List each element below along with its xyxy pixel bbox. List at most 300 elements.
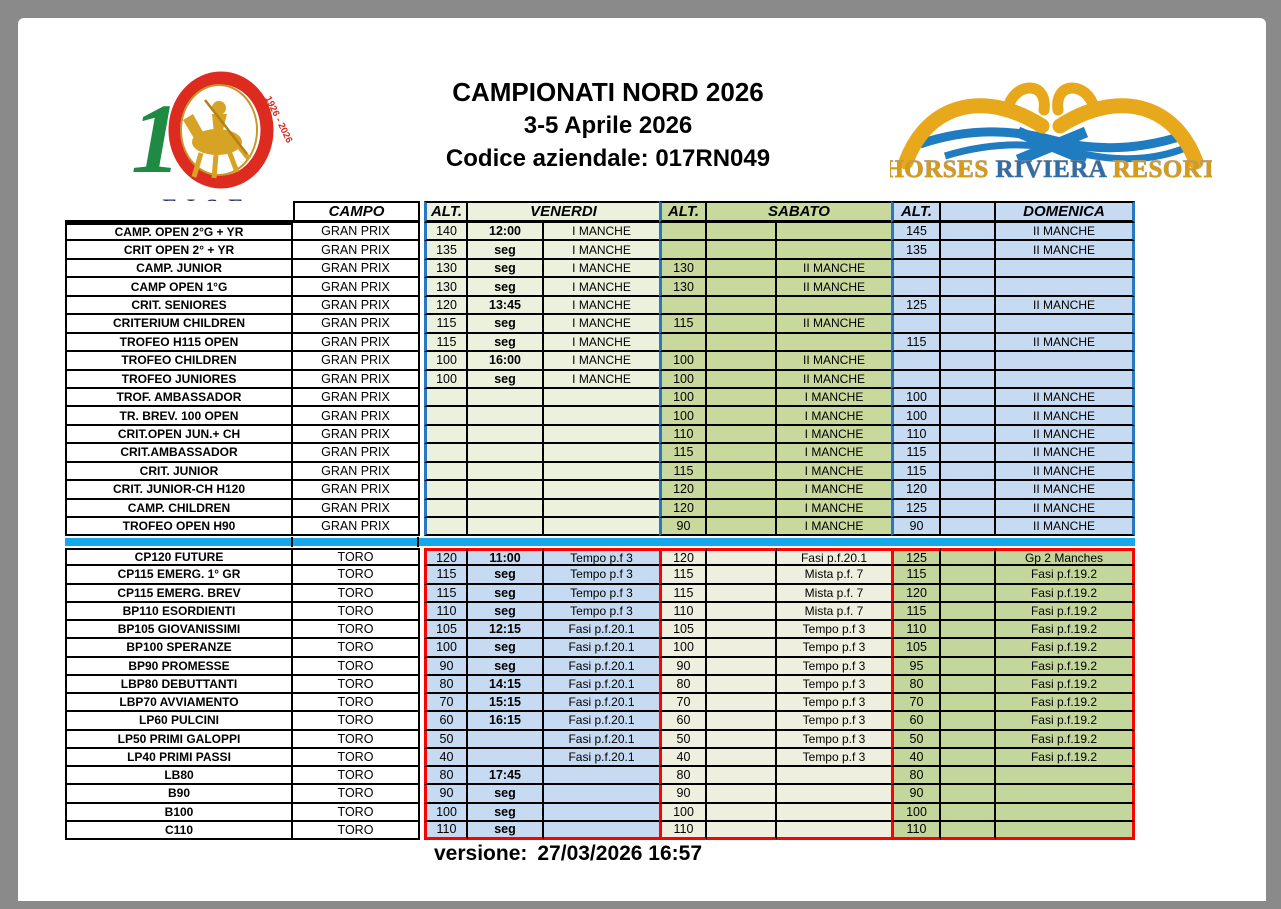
sabato-competition-cell: Tempo p.f 3: [777, 639, 891, 657]
sabato-time-cell: [707, 260, 777, 278]
domenica-alt-cell: 115: [891, 463, 941, 481]
venerdi-alt-cell: 40: [424, 749, 468, 767]
venerdi-alt-cell: [424, 407, 468, 425]
venerdi-alt-cell: [424, 463, 468, 481]
sabato-alt-cell: 115: [659, 566, 707, 584]
venerdi-alt-cell: 130: [424, 278, 468, 296]
domenica-alt-cell: 120: [891, 585, 941, 603]
venerdi-time-cell: seg: [468, 334, 544, 352]
sabato-time-cell: [707, 566, 777, 584]
sabato-time-cell: [707, 352, 777, 370]
sabato-time-cell: [707, 785, 777, 803]
venerdi-time-cell: [468, 463, 544, 481]
sabato-competition-cell: Tempo p.f 3: [777, 731, 891, 749]
sabato-competition-cell: Tempo p.f 3: [777, 694, 891, 712]
venerdi-competition-cell: Fasi p.f.20.1: [544, 694, 659, 712]
venerdi-alt-cell: 90: [424, 658, 468, 676]
title-block: [338, 76, 878, 175]
venerdi-time-cell: [468, 500, 544, 518]
svg-text:HORSES RIVIERA RESORT: HORSES RIVIERA RESORT: [890, 156, 1212, 183]
campo-cell: TORO: [293, 712, 420, 730]
horseshoes-waves-icon: [890, 74, 1212, 184]
event-cell: CRIT.OPEN JUN.+ CH: [65, 426, 293, 444]
sabato-time-cell: [707, 603, 777, 621]
sabato-competition-cell: II MANCHE: [777, 315, 891, 333]
venerdi-time-cell: seg: [468, 260, 544, 278]
event-cell: LP60 PULCINI: [65, 712, 293, 730]
domenica-alt-cell: 95: [891, 658, 941, 676]
campo-cell: GRAN PRIX: [293, 315, 420, 333]
event-cell: TROFEO OPEN H90: [65, 518, 293, 536]
venerdi-competition-cell: [544, 407, 659, 425]
header-sabato: SABATO: [707, 201, 891, 223]
venerdi-time-cell: seg: [468, 658, 544, 676]
domenica-competition-cell: Fasi p.f.19.2: [996, 585, 1135, 603]
campo-cell: GRAN PRIX: [293, 518, 420, 536]
domenica-time-cell: [941, 603, 996, 621]
sabato-alt-cell: 80: [659, 767, 707, 785]
domenica-time-cell: [941, 241, 996, 259]
domenica-competition-cell: [996, 822, 1135, 840]
event-cell: LB80: [65, 767, 293, 785]
schedule-table-toro: [65, 548, 1135, 840]
campo-cell: TORO: [293, 603, 420, 621]
venerdi-alt-cell: [424, 426, 468, 444]
header-domenica-blank: [941, 201, 996, 223]
event-cell: CRIT. JUNIOR: [65, 463, 293, 481]
event-cell: B100: [65, 804, 293, 822]
sabato-time-cell: [707, 223, 777, 241]
domenica-alt-cell: [891, 352, 941, 370]
sabato-time-cell: [707, 822, 777, 840]
venerdi-time-cell: 17:45: [468, 767, 544, 785]
sabato-competition-cell: Mista p.f. 7: [777, 585, 891, 603]
domenica-time-cell: [941, 315, 996, 333]
domenica-competition-cell: Fasi p.f.19.2: [996, 749, 1135, 767]
domenica-alt-cell: 40: [891, 749, 941, 767]
domenica-competition-cell: II MANCHE: [996, 500, 1135, 518]
domenica-competition-cell: II MANCHE: [996, 241, 1135, 259]
version-value: 27/03/2026 16:57: [537, 842, 703, 865]
venerdi-time-cell: seg: [468, 822, 544, 840]
sabato-competition-cell: I MANCHE: [777, 481, 891, 499]
domenica-alt-cell: 115: [891, 566, 941, 584]
sabato-alt-cell: 90: [659, 518, 707, 536]
header-alt-venerdi: ALT.: [424, 201, 468, 223]
venerdi-time-cell: [468, 749, 544, 767]
domenica-time-cell: [941, 297, 996, 315]
domenica-alt-cell: 135: [891, 241, 941, 259]
sabato-time-cell: [707, 767, 777, 785]
venerdi-alt-cell: 140: [424, 223, 468, 241]
sabato-competition-cell: I MANCHE: [777, 444, 891, 462]
venerdi-time-cell: 15:15: [468, 694, 544, 712]
sabato-alt-cell: 90: [659, 658, 707, 676]
sabato-competition-cell: II MANCHE: [777, 371, 891, 389]
venerdi-competition-cell: I MANCHE: [544, 260, 659, 278]
domenica-alt-cell: 115: [891, 334, 941, 352]
sabato-alt-cell: 60: [659, 712, 707, 730]
domenica-competition-cell: [996, 278, 1135, 296]
event-cell: LP40 PRIMI PASSI: [65, 749, 293, 767]
campo-cell: GRAN PRIX: [293, 389, 420, 407]
domenica-time-cell: [941, 352, 996, 370]
domenica-alt-cell: 115: [891, 444, 941, 462]
domenica-time-cell: [941, 785, 996, 803]
venerdi-competition-cell: Fasi p.f.20.1: [544, 621, 659, 639]
venerdi-competition-cell: [544, 518, 659, 536]
header-alt-domenica: ALT.: [891, 201, 941, 223]
header-domenica: DOMENICA: [996, 201, 1135, 223]
venerdi-alt-cell: [424, 444, 468, 462]
domenica-competition-cell: Fasi p.f.19.2: [996, 694, 1135, 712]
domenica-time-cell: [941, 658, 996, 676]
venerdi-alt-cell: 100: [424, 352, 468, 370]
domenica-competition-cell: [996, 352, 1135, 370]
sabato-time-cell: [707, 585, 777, 603]
sabato-competition-cell: Fasi p.f.20.1: [777, 548, 891, 566]
domenica-time-cell: [941, 621, 996, 639]
section-separator-band: [65, 536, 1135, 548]
venerdi-competition-cell: Fasi p.f.20.1: [544, 639, 659, 657]
sabato-alt-cell: 40: [659, 749, 707, 767]
campo-cell: TORO: [293, 731, 420, 749]
sabato-alt-cell: 115: [659, 463, 707, 481]
sabato-competition-cell: [777, 767, 891, 785]
sabato-time-cell: [707, 518, 777, 536]
venerdi-alt-cell: 60: [424, 712, 468, 730]
sabato-competition-cell: [777, 804, 891, 822]
domenica-time-cell: [941, 500, 996, 518]
domenica-time-cell: [941, 463, 996, 481]
venerdi-competition-cell: I MANCHE: [544, 241, 659, 259]
venerdi-time-cell: [468, 481, 544, 499]
venerdi-time-cell: 14:15: [468, 676, 544, 694]
venerdi-time-cell: 16:15: [468, 712, 544, 730]
venerdi-competition-cell: Tempo p.f 3: [544, 548, 659, 566]
sabato-alt-cell: 100: [659, 352, 707, 370]
venerdi-time-cell: [468, 731, 544, 749]
sabato-alt-cell: 105: [659, 621, 707, 639]
domenica-alt-cell: 110: [891, 822, 941, 840]
sabato-time-cell: [707, 712, 777, 730]
domenica-competition-cell: Fasi p.f.19.2: [996, 712, 1135, 730]
venerdi-competition-cell: Fasi p.f.20.1: [544, 676, 659, 694]
venerdi-alt-cell: [424, 389, 468, 407]
sabato-time-cell: [707, 639, 777, 657]
venerdi-alt-cell: 115: [424, 334, 468, 352]
domenica-time-cell: [941, 481, 996, 499]
campo-cell: GRAN PRIX: [293, 223, 420, 241]
sabato-competition-cell: Tempo p.f 3: [777, 658, 891, 676]
event-cell: BP105 GIOVANISSIMI: [65, 621, 293, 639]
domenica-time-cell: [941, 676, 996, 694]
domenica-competition-cell: Fasi p.f.19.2: [996, 603, 1135, 621]
sabato-competition-cell: Tempo p.f 3: [777, 621, 891, 639]
header-venerdi: VENERDI: [468, 201, 659, 223]
sabato-competition-cell: [777, 785, 891, 803]
event-cell: CAMP. OPEN 2°G + YR: [65, 223, 293, 241]
venerdi-alt-cell: 100: [424, 371, 468, 389]
svg-text:1926 - 2026: 1926 - 2026: [262, 94, 293, 145]
venerdi-time-cell: seg: [468, 241, 544, 259]
venerdi-time-cell: seg: [468, 639, 544, 657]
venerdi-time-cell: [468, 389, 544, 407]
sabato-alt-cell: 115: [659, 444, 707, 462]
sabato-competition-cell: II MANCHE: [777, 260, 891, 278]
domenica-competition-cell: II MANCHE: [996, 481, 1135, 499]
sabato-alt-cell: 120: [659, 500, 707, 518]
domenica-alt-cell: [891, 371, 941, 389]
event-cell: LBP70 AVVIAMENTO: [65, 694, 293, 712]
domenica-alt-cell: 120: [891, 481, 941, 499]
domenica-alt-cell: 110: [891, 426, 941, 444]
venerdi-time-cell: seg: [468, 585, 544, 603]
venerdi-alt-cell: 135: [424, 241, 468, 259]
domenica-time-cell: [941, 407, 996, 425]
venerdi-alt-cell: 105: [424, 621, 468, 639]
sabato-competition-cell: [777, 297, 891, 315]
domenica-alt-cell: 100: [891, 804, 941, 822]
domenica-competition-cell: II MANCHE: [996, 297, 1135, 315]
page-title: CAMPIONATI NORD 2026: [452, 77, 764, 107]
sabato-alt-cell: [659, 334, 707, 352]
domenica-alt-cell: 80: [891, 767, 941, 785]
version-label: versione:: [434, 842, 528, 865]
domenica-competition-cell: [996, 767, 1135, 785]
domenica-alt-cell: [891, 260, 941, 278]
venerdi-time-cell: seg: [468, 371, 544, 389]
sabato-competition-cell: [777, 241, 891, 259]
sabato-time-cell: [707, 676, 777, 694]
sabato-competition-cell: Tempo p.f 3: [777, 749, 891, 767]
venerdi-time-cell: 16:00: [468, 352, 544, 370]
venerdi-time-cell: seg: [468, 804, 544, 822]
venerdi-competition-cell: [544, 500, 659, 518]
event-cell: CRIT. JUNIOR-CH H120: [65, 481, 293, 499]
campo-cell: GRAN PRIX: [293, 500, 420, 518]
venerdi-time-cell: [468, 426, 544, 444]
sabato-alt-cell: 115: [659, 585, 707, 603]
event-cell: TROFEO JUNIORES: [65, 371, 293, 389]
sabato-competition-cell: II MANCHE: [777, 352, 891, 370]
domenica-time-cell: [941, 767, 996, 785]
sabato-competition-cell: [777, 822, 891, 840]
venerdi-time-cell: 12:15: [468, 621, 544, 639]
campo-cell: GRAN PRIX: [293, 426, 420, 444]
campo-cell: GRAN PRIX: [293, 278, 420, 296]
sabato-alt-cell: 100: [659, 407, 707, 425]
venerdi-time-cell: [468, 444, 544, 462]
domenica-time-cell: [941, 566, 996, 584]
event-cell: CRIT OPEN 2° + YR: [65, 241, 293, 259]
sabato-competition-cell: I MANCHE: [777, 407, 891, 425]
sabato-time-cell: [707, 500, 777, 518]
campo-cell: GRAN PRIX: [293, 407, 420, 425]
sabato-alt-cell: 115: [659, 315, 707, 333]
venerdi-competition-cell: [544, 444, 659, 462]
venerdi-competition-cell: I MANCHE: [544, 223, 659, 241]
domenica-competition-cell: [996, 804, 1135, 822]
campo-cell: GRAN PRIX: [293, 444, 420, 462]
domenica-time-cell: [941, 694, 996, 712]
venerdi-alt-cell: 115: [424, 566, 468, 584]
sabato-alt-cell: 130: [659, 260, 707, 278]
fise-centenary-icon: [113, 70, 293, 194]
version-line: [434, 842, 712, 866]
sabato-competition-cell: I MANCHE: [777, 426, 891, 444]
sabato-competition-cell: I MANCHE: [777, 518, 891, 536]
venerdi-competition-cell: [544, 426, 659, 444]
domenica-alt-cell: 145: [891, 223, 941, 241]
venerdi-competition-cell: [544, 767, 659, 785]
venerdi-competition-cell: Fasi p.f.20.1: [544, 712, 659, 730]
sabato-time-cell: [707, 749, 777, 767]
venerdi-time-cell: [468, 407, 544, 425]
sabato-competition-cell: Tempo p.f 3: [777, 676, 891, 694]
sabato-time-cell: [707, 407, 777, 425]
venerdi-time-cell: seg: [468, 603, 544, 621]
sabato-alt-cell: 70: [659, 694, 707, 712]
sabato-time-cell: [707, 241, 777, 259]
venerdi-time-cell: seg: [468, 785, 544, 803]
sabato-competition-cell: Mista p.f. 7: [777, 566, 891, 584]
domenica-alt-cell: 50: [891, 731, 941, 749]
domenica-alt-cell: 125: [891, 500, 941, 518]
domenica-competition-cell: II MANCHE: [996, 407, 1135, 425]
sabato-alt-cell: 100: [659, 389, 707, 407]
domenica-competition-cell: Fasi p.f.19.2: [996, 621, 1135, 639]
event-cell: BP90 PROMESSE: [65, 658, 293, 676]
sabato-alt-cell: 110: [659, 603, 707, 621]
campo-cell: GRAN PRIX: [293, 297, 420, 315]
sabato-alt-cell: 120: [659, 548, 707, 566]
sabato-time-cell: [707, 297, 777, 315]
domenica-competition-cell: II MANCHE: [996, 518, 1135, 536]
domenica-competition-cell: [996, 371, 1135, 389]
header-event-blank: [65, 201, 293, 223]
company-code: Codice aziendale: 017RN049: [445, 145, 771, 172]
sabato-time-cell: [707, 334, 777, 352]
domenica-competition-cell: Gp 2 Manches: [996, 548, 1135, 566]
schedule-table-gran-prix: [65, 201, 1135, 536]
sabato-alt-cell: 100: [659, 639, 707, 657]
venerdi-competition-cell: I MANCHE: [544, 278, 659, 296]
event-cell: LBP80 DEBUTTANTI: [65, 676, 293, 694]
sabato-alt-cell: 130: [659, 278, 707, 296]
domenica-time-cell: [941, 712, 996, 730]
event-cell: LP50 PRIMI GALOPPI: [65, 731, 293, 749]
campo-cell: TORO: [293, 767, 420, 785]
campo-cell: GRAN PRIX: [293, 371, 420, 389]
venerdi-competition-cell: [544, 804, 659, 822]
domenica-competition-cell: II MANCHE: [996, 426, 1135, 444]
venerdi-time-cell: [468, 518, 544, 536]
venerdi-alt-cell: 100: [424, 639, 468, 657]
venerdi-alt-cell: 100: [424, 804, 468, 822]
domenica-competition-cell: II MANCHE: [996, 389, 1135, 407]
venerdi-competition-cell: Tempo p.f 3: [544, 566, 659, 584]
sabato-time-cell: [707, 389, 777, 407]
event-cell: CAMP OPEN 1°G: [65, 278, 293, 296]
domenica-time-cell: [941, 371, 996, 389]
venerdi-time-cell: seg: [468, 278, 544, 296]
domenica-competition-cell: [996, 785, 1135, 803]
sabato-time-cell: [707, 694, 777, 712]
domenica-time-cell: [941, 389, 996, 407]
event-cell: CRITERIUM CHILDREN: [65, 315, 293, 333]
domenica-competition-cell: II MANCHE: [996, 223, 1135, 241]
event-cell: BP110 ESORDIENTI: [65, 603, 293, 621]
domenica-competition-cell: II MANCHE: [996, 463, 1135, 481]
venerdi-alt-cell: 70: [424, 694, 468, 712]
domenica-competition-cell: II MANCHE: [996, 334, 1135, 352]
venerdi-alt-cell: 120: [424, 297, 468, 315]
sabato-alt-cell: [659, 297, 707, 315]
document-page: [18, 18, 1266, 901]
venerdi-alt-cell: 90: [424, 785, 468, 803]
sabato-time-cell: [707, 548, 777, 566]
campo-cell: TORO: [293, 676, 420, 694]
sabato-competition-cell: Tempo p.f 3: [777, 712, 891, 730]
domenica-alt-cell: [891, 278, 941, 296]
sabato-time-cell: [707, 371, 777, 389]
domenica-alt-cell: 70: [891, 694, 941, 712]
domenica-alt-cell: 100: [891, 407, 941, 425]
event-cell: TROFEO H115 OPEN: [65, 334, 293, 352]
sabato-alt-cell: [659, 241, 707, 259]
fise-logo: [113, 70, 293, 222]
event-cell: TROF. AMBASSADOR: [65, 389, 293, 407]
sabato-competition-cell: I MANCHE: [777, 463, 891, 481]
venerdi-alt-cell: 115: [424, 315, 468, 333]
event-cell: BP100 SPERANZE: [65, 639, 293, 657]
domenica-alt-cell: 125: [891, 548, 941, 566]
campo-cell: TORO: [293, 804, 420, 822]
venerdi-competition-cell: Fasi p.f.20.1: [544, 749, 659, 767]
domenica-competition-cell: Fasi p.f.19.2: [996, 566, 1135, 584]
event-cell: CRIT. SENIORES: [65, 297, 293, 315]
domenica-alt-cell: 110: [891, 621, 941, 639]
event-cell: CRIT.AMBASSADOR: [65, 444, 293, 462]
sabato-alt-cell: 50: [659, 731, 707, 749]
venerdi-competition-cell: I MANCHE: [544, 352, 659, 370]
campo-cell: GRAN PRIX: [293, 334, 420, 352]
domenica-time-cell: [941, 548, 996, 566]
venerdi-competition-cell: [544, 785, 659, 803]
domenica-competition-cell: Fasi p.f.19.2: [996, 676, 1135, 694]
sabato-competition-cell: I MANCHE: [777, 500, 891, 518]
campo-cell: GRAN PRIX: [293, 481, 420, 499]
venerdi-competition-cell: Tempo p.f 3: [544, 585, 659, 603]
sabato-alt-cell: 110: [659, 426, 707, 444]
domenica-alt-cell: 60: [891, 712, 941, 730]
sabato-alt-cell: 110: [659, 822, 707, 840]
sabato-time-cell: [707, 804, 777, 822]
event-cell: CAMP. JUNIOR: [65, 260, 293, 278]
svg-text:1: 1: [131, 83, 181, 194]
campo-cell: TORO: [293, 639, 420, 657]
domenica-alt-cell: 100: [891, 389, 941, 407]
sabato-competition-cell: Mista p.f. 7: [777, 603, 891, 621]
campo-cell: TORO: [293, 658, 420, 676]
event-cell: TROFEO CHILDREN: [65, 352, 293, 370]
venerdi-alt-cell: 80: [424, 767, 468, 785]
domenica-time-cell: [941, 804, 996, 822]
sabato-competition-cell: [777, 223, 891, 241]
venerdi-competition-cell: [544, 481, 659, 499]
sabato-time-cell: [707, 444, 777, 462]
